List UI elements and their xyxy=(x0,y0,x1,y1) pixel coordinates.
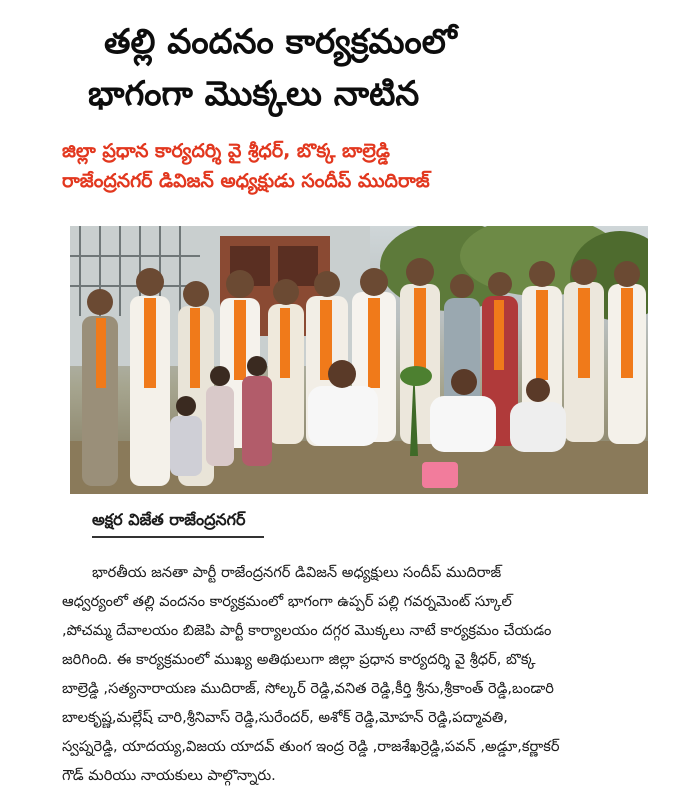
body-line: బాల్రెడ్డి ,సత్యనారాయణ ముదిరాజ్, సోల్కర్ రెడ్డి,వనిత రెడ్డి,కీర్తి శ్రీను,శ్రీకాంత్ రెడ్డి,బండారి xyxy=(62,680,554,697)
article-body xyxy=(62,558,652,790)
body-line: స్వప్నరెడ్డి, యాదయ్య,విజయ యాదవ్ తుంగ ఇంద్ర రెడ్డి ,రాజశేఖర్రెడ్డి,పవన్ ,అడ్డూ,కర్ణాకర్ xyxy=(62,738,560,755)
byline: అక్షర విజేత రాజేంద్రనగర్ xyxy=(92,510,246,529)
news-photo xyxy=(70,226,648,494)
headline-line-2: భాగంగా మొక్కలు నాటిన xyxy=(88,74,420,114)
body-line: భారతీయ జనతా పార్టీ రాజేంద్రనగర్ డివిజన్ అధ్యక్షులు సందీప్ ముదిరాజ్ xyxy=(92,564,502,581)
headline-line-1: తల్లి వందనం కార్యక్రమంలో xyxy=(104,22,457,62)
subheadline-line-1: జిల్లా ప్రధాన కార్యదర్శి వై శ్రీధర్, బొక్క బాల్రెడ్డి xyxy=(62,140,390,162)
group-photo-illustration xyxy=(70,226,648,494)
headline xyxy=(70,16,630,120)
byline-underline xyxy=(92,536,264,538)
body-line: జరిగింది. ఈ కార్యక్రమంలో ముఖ్య అతిథులుగా జిల్లా ప్రధాన కార్యదర్శి వై శ్రీధర్, బొక్క xyxy=(62,651,536,668)
body-line: బాలకృష్ణ,మల్లేష్ చారి,శ్రీనివాస్ రెడ్డి,సురేందర్, అశోక్ రెడ్డి,మోహన్ రెడ్డి,పద్మావతి, xyxy=(62,709,508,726)
body-line: ,పోచమ్మ దేవాలయం బిజెపి పార్టీ కార్యాలయం దగ్గర మొక్కలు నాటే కార్యక్రమం చేయడం xyxy=(62,622,552,639)
body-line: గౌడ్ మరియు నాయకులు పాల్గొన్నారు. xyxy=(62,767,276,784)
subheadline-line-2: రాజేంద్రనగర్ డివిజన్ అధ్యక్షుడు సందీప్ ముదిరాజ్ xyxy=(62,170,430,192)
body-line: ఆధ్వర్యంలో తల్లి వందనం కార్యక్రమంలో భాగంగా ఉప్పర్ పల్లి గవర్నమెంట్ స్కూల్ xyxy=(62,593,512,610)
subheadline xyxy=(62,136,652,196)
